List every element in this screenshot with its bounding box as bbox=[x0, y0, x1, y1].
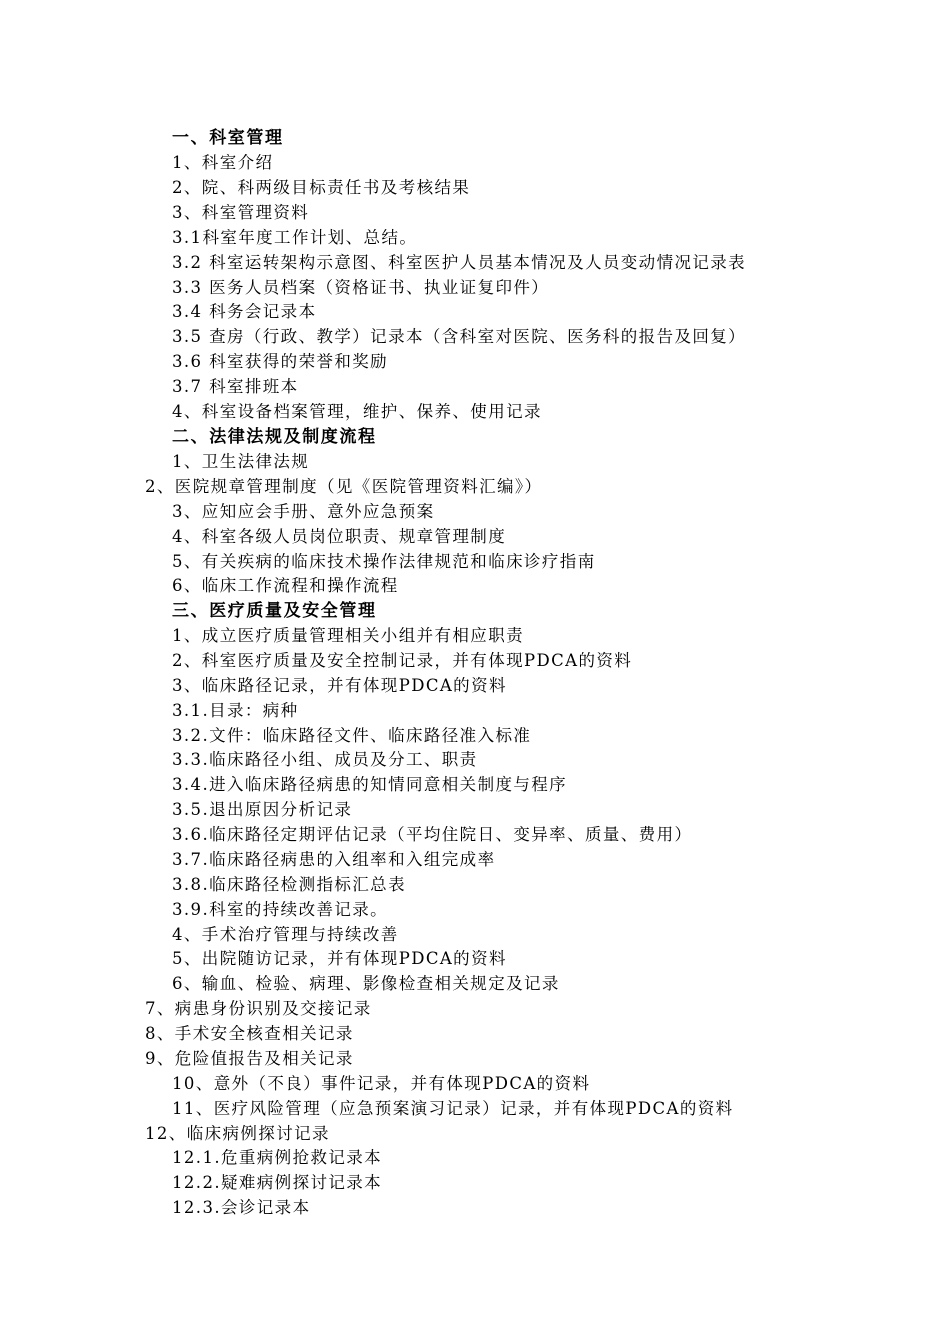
section-heading-1: 一、科室管理 bbox=[172, 128, 284, 148]
list-item: 3.2 科室运转架构示意图、科室医护人员基本情况及人员变动情况记录表 bbox=[172, 253, 747, 272]
list-item: 1、成立医疗质量管理相关小组并有相应职责 bbox=[172, 626, 524, 645]
list-item: 4、科室设备档案管理，维护、保养、使用记录 bbox=[172, 402, 542, 421]
section-heading-2: 二、法律法规及制度流程 bbox=[172, 427, 377, 447]
list-item: 6、输血、检验、病理、影像检查相关规定及记录 bbox=[172, 974, 560, 993]
list-item: 3.3.临床路径小组、成员及分工、职责 bbox=[172, 750, 478, 769]
list-item: 3.1.目录：病种 bbox=[172, 701, 299, 720]
list-item: 3.7 科室排班本 bbox=[172, 377, 299, 396]
list-item: 2、院、科两级目标责任书及考核结果 bbox=[172, 178, 471, 197]
list-item: 10、意外（不良）事件记录，并有体现PDCA的资料 bbox=[172, 1074, 591, 1093]
list-item: 2、科室医疗质量及安全控制记录，并有体现PDCA的资料 bbox=[172, 651, 633, 670]
list-item: 3.6.临床路径定期评估记录（平均住院日、变异率、质量、费用） bbox=[172, 825, 693, 844]
list-item: 3.4.进入临床路径病患的知情同意相关制度与程序 bbox=[172, 775, 568, 794]
list-item: 3.2.文件：临床路径文件、临床路径准入标准 bbox=[172, 726, 532, 745]
list-item: 6、临床工作流程和操作流程 bbox=[172, 576, 399, 595]
list-item: 4、手术治疗管理与持续改善 bbox=[172, 925, 399, 944]
list-item: 3.4 科务会记录本 bbox=[172, 302, 317, 321]
list-item: 1、卫生法律法规 bbox=[172, 452, 310, 471]
list-item: 8、手术安全核查相关记录 bbox=[145, 1024, 354, 1043]
list-item: 3.6 科室获得的荣誉和奖励 bbox=[172, 352, 389, 371]
list-item: 12.3.会诊记录本 bbox=[172, 1198, 311, 1217]
list-item: 5、有关疾病的临床技术操作法律规范和临床诊疗指南 bbox=[172, 552, 596, 571]
list-item: 3.9.科室的持续改善记录。 bbox=[172, 900, 389, 919]
list-item: 3.8.临床路径检测指标汇总表 bbox=[172, 875, 406, 894]
list-item: 5、出院随访记录，并有体现PDCA的资料 bbox=[172, 949, 507, 968]
list-item: 11、医疗风险管理（应急预案演习记录）记录，并有体现PDCA的资料 bbox=[172, 1099, 734, 1118]
list-item: 3.5 查房（行政、教学）记录本（含科室对医院、医务科的报告及回复） bbox=[172, 327, 747, 346]
list-item: 1、科室介绍 bbox=[172, 153, 274, 172]
list-item: 12.2.疑难病例探讨记录本 bbox=[172, 1173, 383, 1192]
list-item: 3、应知应会手册、意外应急预案 bbox=[172, 502, 435, 521]
list-item: 12、临床病例探讨记录 bbox=[145, 1124, 330, 1143]
list-item: 3.1科室年度工作计划、总结。 bbox=[172, 228, 418, 247]
list-item: 3、科室管理资料 bbox=[172, 203, 310, 222]
list-item: 3.3 医务人员档案（资格证书、执业证复印件） bbox=[172, 278, 550, 297]
list-item: 2、医院规章管理制度（见《医院管理资料汇编》） bbox=[145, 477, 543, 496]
list-item: 3.5.退出原因分析记录 bbox=[172, 800, 353, 819]
list-item: 3.7.临床路径病患的入组率和入组完成率 bbox=[172, 850, 496, 869]
list-item: 12.1.危重病例抢救记录本 bbox=[172, 1148, 383, 1167]
list-item: 9、危险值报告及相关记录 bbox=[145, 1049, 354, 1068]
list-item: 7、病患身份识别及交接记录 bbox=[145, 999, 372, 1018]
section-heading-3: 三、医疗质量及安全管理 bbox=[172, 601, 377, 621]
list-item: 4、科室各级人员岗位职责、规章管理制度 bbox=[172, 527, 507, 546]
list-item: 3、临床路径记录，并有体现PDCA的资料 bbox=[172, 676, 507, 695]
